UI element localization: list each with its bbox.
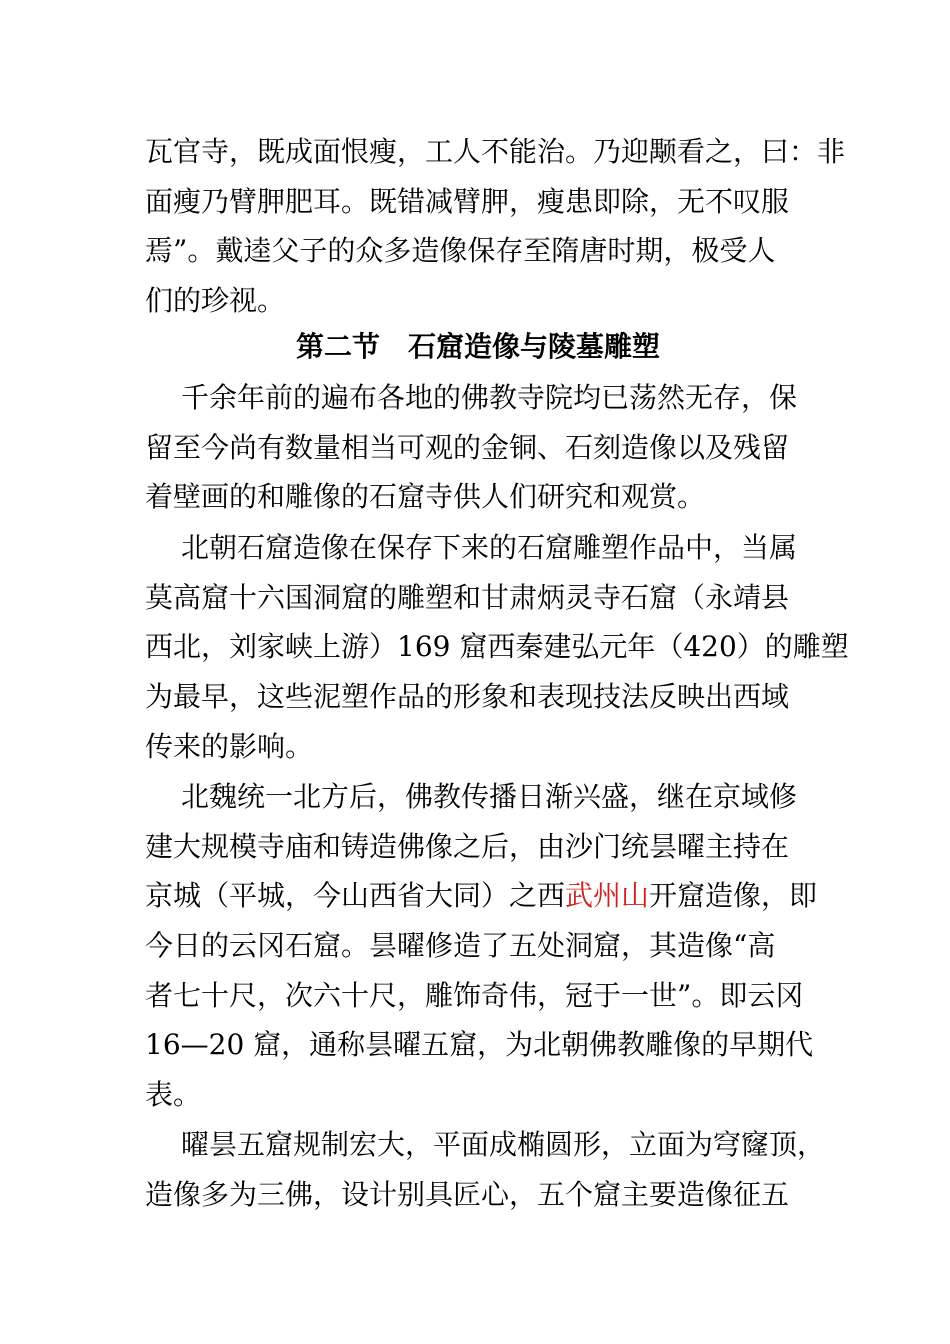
text-line: 16—20 窟，通称昙曜五窟，为北朝佛教雕像的早期代 — [145, 1028, 814, 1062]
paragraph-1 — [145, 373, 811, 522]
text-line: 莫高窟十六国洞窟的雕塑和甘肃炳灵寺石窟（永靖县 — [145, 580, 790, 614]
text-line: 造像多为三佛，设计别具匠心，五个窟主要造像征五 — [145, 1177, 790, 1211]
paragraph-4 — [145, 1120, 826, 1219]
text-line: 留至今尚有数量相当可观的金铜、石刻造像以及残留 — [145, 430, 790, 464]
text-line: 建大规模寺庙和铸造佛像之后，由沙门统昙曜主持在 — [145, 829, 790, 863]
text-line: 焉”。戴逵父子的众多造像保存至隋唐时期，极受人 — [145, 234, 776, 268]
text-line: 表。 — [145, 1078, 202, 1112]
text-segment: 开窟造像，即 — [649, 879, 818, 913]
paragraph-continued — [145, 127, 846, 326]
text-line-with-highlight — [145, 871, 818, 921]
text-line: 者七十尺，次六十尺，雕饰奇伟，冠于一世”。即云冈 — [145, 978, 804, 1012]
text-line: 西北，刘家峡上游）169 窟西秦建弘元年（420）的雕塑 — [145, 630, 849, 664]
text-segment: 京城（平城，今山西省大同）之西 — [145, 879, 566, 913]
text-line: 北魏统一北方后，佛教传播日渐兴盛，继在京域修 — [181, 780, 798, 813]
text-line: 千余年前的遍布各地的佛教寺院均已荡然无存，保 — [181, 381, 798, 414]
text-line: 北朝石窟造像在保存下来的石窟雕塑作品中，当属 — [181, 531, 798, 564]
text-line: 瓦官寺，既成面恨瘦，工人不能治。乃迎颙看之，曰：非 — [145, 135, 846, 168]
text-line: 今日的云冈石窟。昙曜修造了五处洞窟，其造像“高 — [145, 929, 776, 963]
paragraph-2 — [145, 523, 849, 771]
text-line: 曜昙五窟规制宏大，平面成椭圆形，立面为穹窿顶， — [181, 1128, 826, 1161]
section-heading: 第二节 石窟造像与陵墓雕塑 — [295, 330, 660, 363]
text-line: 传来的影响。 — [145, 729, 314, 763]
highlighted-place-name: 武州山 — [565, 879, 650, 913]
paragraph-3 — [145, 772, 818, 1120]
text-line: 着壁画的和雕像的石窟寺供人们研究和观赏。 — [145, 480, 706, 514]
text-line: 们的珍视。 — [145, 284, 286, 318]
text-line: 面瘦乃臂胛肥耳。既错减臂胛，瘦患即除，无不叹服 — [145, 184, 790, 218]
text-line: 为最早，这些泥塑作品的形象和表现技法反映出西域 — [145, 680, 790, 714]
